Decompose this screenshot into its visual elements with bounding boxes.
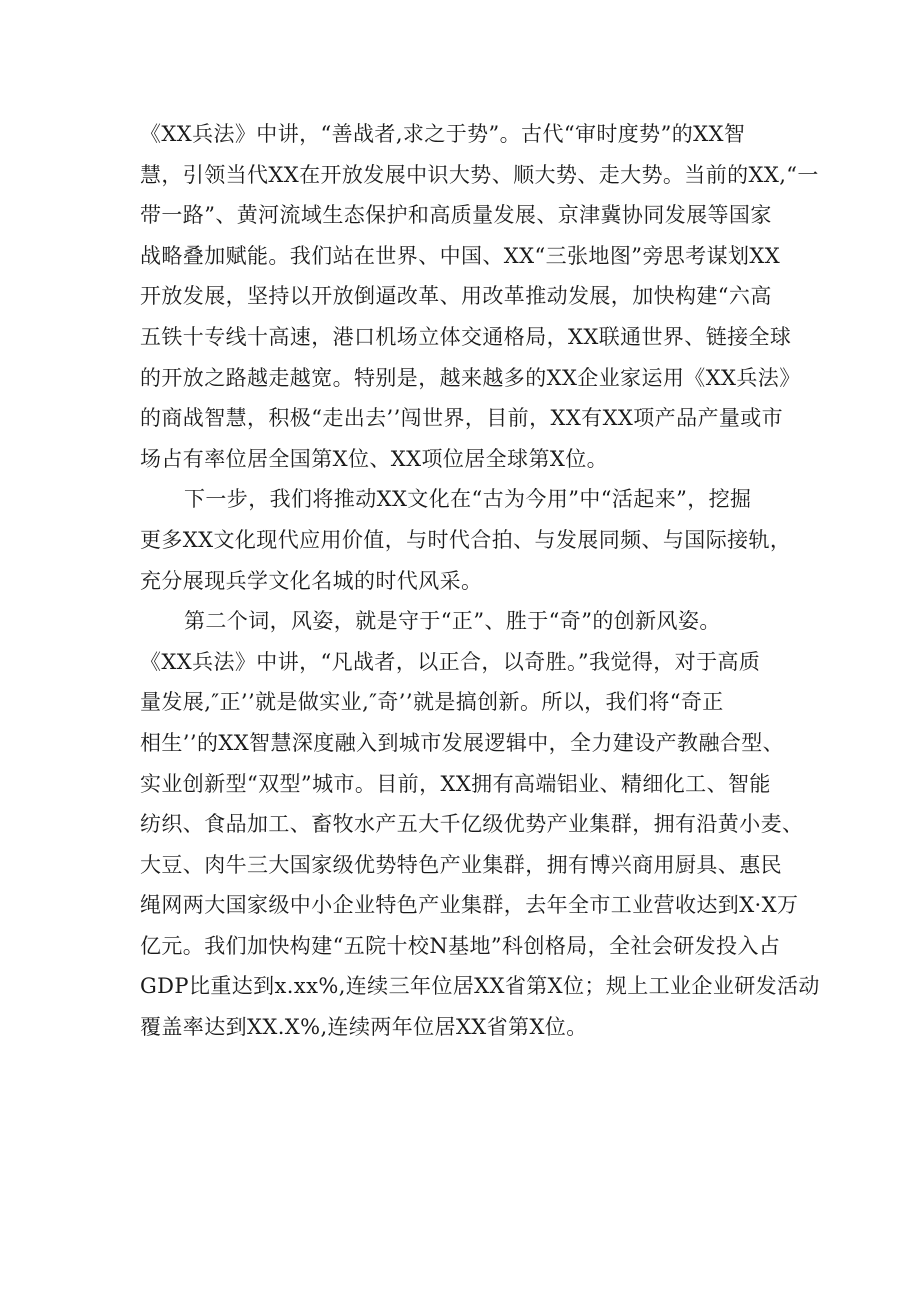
text-line: 大豆、肉牛三大国家级优势特色产业集群，拥有博兴商用厨具、惠民 (140, 852, 782, 877)
text-line: 五铁十专线十高速，港口机场立体交通格局，XX联通世界、链接全球 (140, 324, 792, 349)
text-line: 绳网两大国家级中小企业特色产业集群，去年全市工业营收达到X·X万 (140, 893, 799, 918)
text-line: 带一路”、黄河流域生态保护和高质量发展、京津冀协同发展等国家 (140, 203, 772, 228)
text-line: 更多XX文化现代应用价值，与时代合拍、与发展同频、与国际接轨， (140, 527, 792, 552)
text-line: 下一步，我们将推动XX文化在“古为今用”中“活起来”，挖掘 (184, 487, 752, 512)
text-line: 慧，引领当代XX在开放发展中识大势、顺大势、走大势。当前的XX,“一 (140, 162, 819, 187)
text-line: 量发展,″正’’就是做实业,″奇’’就是搞创新。所以，我们将“奇正 (140, 690, 724, 715)
document-body (140, 114, 820, 1048)
text-line: 的商战智慧，积极“走出去’’闯世界，目前，XX有XX项产品产量或市 (140, 406, 784, 431)
text-line: 纺织、食品加工、畜牧水产五大千亿级优势产业集群，拥有沿黄小麦、 (140, 812, 804, 837)
paragraph-1 (140, 114, 819, 479)
paragraph-2 (140, 479, 800, 601)
text-line: 亿元。我们加快构建“五院十校N基地”科创格局，全社会研发投入占 (140, 933, 781, 958)
text-line: 开放发展，坚持以开放倒逼改革、用改革推动发展，加快构建“六高 (140, 284, 772, 309)
text-line: 第二个词，风姿，就是守于“正”、胜于“奇”的创新风姿。 (184, 609, 721, 634)
text-line: 充分展现兵学文化名城的时代风采。 (140, 568, 483, 593)
paragraph-3 (140, 601, 820, 1048)
text-line: 的开放之路越走越宽。特别是，越来越多的XX企业家运用《XX兵法》 (140, 365, 801, 390)
text-line: 实业创新型“双型”城市。目前，XX拥有高端铝业、精细化工、智能 (140, 771, 771, 796)
text-line: 相生’’的XX智慧深度融入到城市发展逻辑中，全力建设产教融合型、 (140, 730, 785, 755)
text-line: 《XX兵法》中讲，“善战者,求之于势”。古代“审时度势”的XX智 (140, 122, 746, 146)
text-line: GDP比重达到x.xx%,连续三年位居XX省第X位；规上工业企业研发活动 (140, 974, 820, 999)
text-line: 场占有率位居全国第X位、XX项位居全球第X位。 (140, 446, 608, 471)
text-line: 《XX兵法》中讲，“凡战者，以正合，以奇胜。”我觉得，对于高质 (140, 649, 761, 674)
text-line: 战略叠加赋能。我们站在世界、中国、XX“三张地图”旁思考谋划XX (140, 243, 781, 268)
text-line: 覆盖率达到XX.X%,连续两年位居XX省第X位。 (140, 1015, 588, 1040)
